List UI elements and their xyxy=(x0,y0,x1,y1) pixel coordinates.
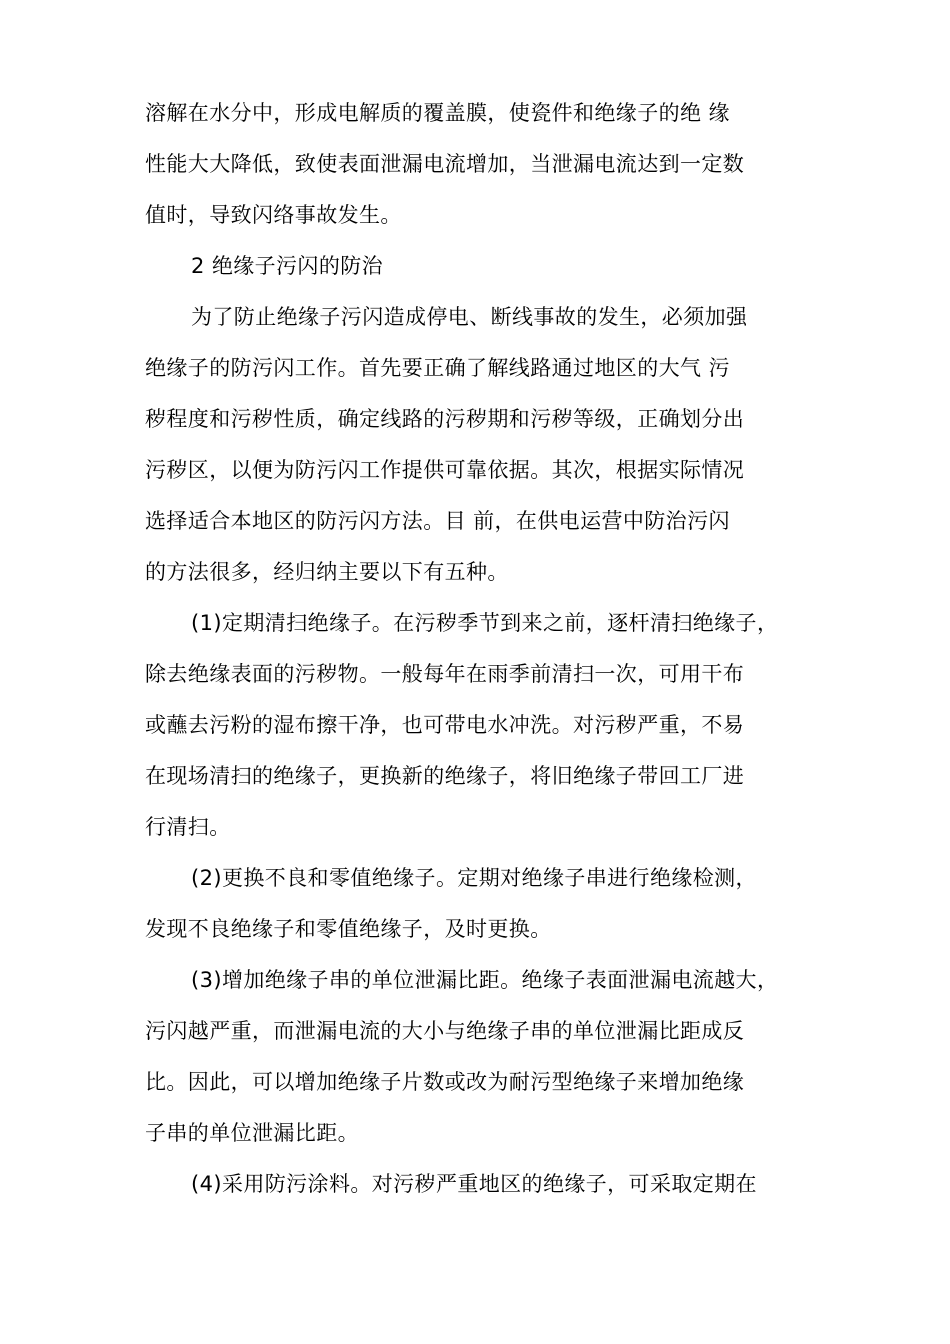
text-line: 的方法很多，经归纳主要以下有五种。 xyxy=(145,560,509,584)
text-line: 或蘸去污粉的湿布擦干净，也可带电水冲洗。对污秽严重，不易 xyxy=(145,713,745,737)
text-line: (4)采用防污涂料。对污秽严重地区的绝缘子，可采取定期在 xyxy=(191,1172,757,1196)
paragraph-continuation xyxy=(145,88,810,241)
text-line: 性能大大降低，致使表面泄漏电流增加，当泄漏电流达到一定数 xyxy=(145,152,745,176)
paragraph-item-4 xyxy=(145,1159,810,1210)
text-line: 为了防止绝缘子污闪造成停电、断线事故的发生，必须加强 xyxy=(191,305,748,329)
text-line: 比。因此，可以增加绝缘子片数或改为耐污型绝缘子来增加绝缘 xyxy=(145,1070,745,1094)
text-line: (3)增加绝缘子串的单位泄漏比距。绝缘子表面泄漏电流越大， xyxy=(191,968,779,992)
text-line: 值时，导致闪络事故发生。 xyxy=(145,203,402,227)
text-line: 溶解在水分中，形成电解质的覆盖膜，使瓷件和绝缘子的绝 缘 xyxy=(145,101,730,125)
text-line: 子串的单位泄漏比距。 xyxy=(145,1121,359,1145)
text-line: 行清扫。 xyxy=(145,815,231,839)
document-body xyxy=(145,88,810,1210)
paragraph-intro xyxy=(145,292,810,598)
paragraph-item-2 xyxy=(145,853,810,955)
text-line: 污秽区，以便为防污闪工作提供可靠依据。其次，根据实际情况 xyxy=(145,458,745,482)
text-line: 绝缘子的防污闪工作。首先要正确了解线路通过地区的大气 污 xyxy=(145,356,730,380)
text-line: 发现不良绝缘子和零值绝缘子，及时更换。 xyxy=(145,917,552,941)
text-line: 在现场清扫的绝缘子，更换新的绝缘子，将旧绝缘子带回工厂进 xyxy=(145,764,745,788)
section-heading-text: 2 绝缘子污闪的防治 xyxy=(191,254,384,278)
text-line: 除去绝缘表面的污秽物。一般每年在雨季前清扫一次，可用干布 xyxy=(145,662,745,686)
text-line: 选择适合本地区的防污闪方法。目 前，在供电运营中防治污闪 xyxy=(145,509,730,533)
text-line: 污闪越严重，而泄漏电流的大小与绝缘子串的单位泄漏比距成反 xyxy=(145,1019,745,1043)
section-heading xyxy=(145,241,810,292)
paragraph-item-1 xyxy=(145,598,810,853)
text-line: (2)更换不良和零值绝缘子。定期对绝缘子串进行绝缘检测， xyxy=(191,866,757,890)
text-line: 秽程度和污秽性质，确定线路的污秽期和污秽等级，正确划分出 xyxy=(145,407,745,431)
paragraph-item-3 xyxy=(145,955,810,1159)
text-line: (1)定期清扫绝缘子。在污秽季节到来之前，逐杆清扫绝缘子， xyxy=(191,611,779,635)
